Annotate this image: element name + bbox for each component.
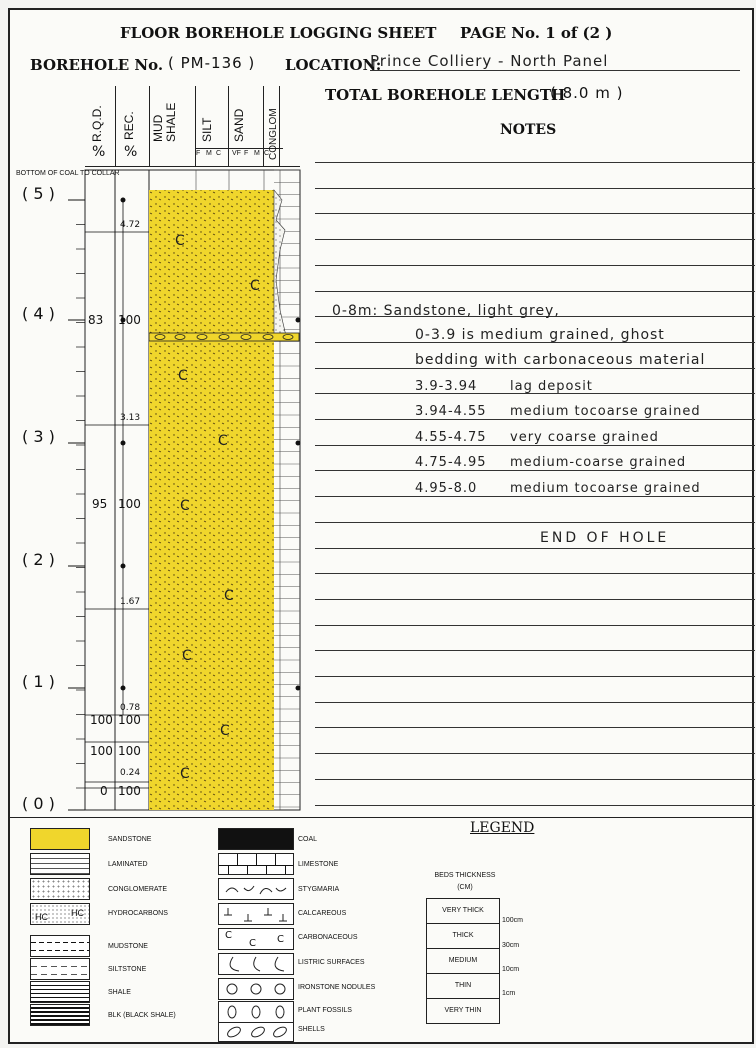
rec-value: 100	[118, 784, 141, 798]
beds-thickness-title: BEDS THICKNESS (CM)	[434, 872, 496, 891]
legend-label: CALCAREOUS	[298, 910, 347, 917]
legend-label: SILTSTONE	[108, 966, 147, 973]
beds-mark: 100cm	[502, 917, 524, 924]
log-column	[10, 160, 310, 820]
ironstone-nodules-swatch	[218, 978, 294, 1000]
mud-shale-header: MUD SHALE	[151, 102, 178, 142]
legend-label: SANDSTONE	[108, 836, 152, 843]
rqd-value: 95	[92, 497, 108, 511]
note-rule	[315, 470, 755, 471]
legend-label: LISTRIC SURFACES	[298, 959, 365, 966]
svg-text:C: C	[218, 433, 228, 449]
note-rule	[315, 727, 755, 728]
note-entry-range: 4.55-4.75	[415, 430, 487, 445]
rec-value: 100	[118, 744, 141, 758]
legend-label: LIMESTONE	[298, 861, 339, 868]
beds-row: THICK	[427, 924, 499, 949]
rqd-unit: %	[92, 144, 107, 160]
note-rule	[315, 702, 755, 703]
svg-text:C: C	[250, 278, 260, 294]
legend-label: STYGMARIA	[298, 886, 340, 893]
svg-text:C: C	[220, 723, 230, 739]
shells-swatch	[218, 1022, 294, 1042]
depth-label-5: ( 5 )	[22, 184, 55, 203]
depth-label-4: ( 4 )	[22, 304, 55, 323]
depth-marker: 4.72	[120, 220, 141, 230]
total-length-value: ( 8.0 m )	[550, 84, 624, 102]
svg-text:C: C	[175, 233, 185, 249]
legend-label: HYDROCARBONS	[108, 910, 168, 917]
note-entry-desc: medium-coarse grained	[510, 455, 687, 470]
note-entry-desc: lag deposit	[510, 379, 593, 394]
rqd-header: R.Q.D.	[90, 105, 104, 142]
note-entry-desc: medium tocoarse grained	[510, 481, 701, 496]
rec-unit: %	[124, 144, 139, 160]
calcareous-swatch	[218, 903, 294, 925]
conglomerate-swatch	[30, 878, 90, 900]
legend-label: LAMINATED	[108, 861, 148, 868]
note-line-3: bedding with carbonaceous material	[415, 352, 706, 368]
note-rule	[315, 625, 755, 626]
rqd-value: 100	[90, 713, 113, 727]
sandstone-swatch	[30, 828, 90, 850]
note-rule	[315, 779, 755, 780]
mudstone-swatch	[30, 935, 90, 957]
notes-heading: NOTES	[500, 122, 557, 138]
borehole-label: BOREHOLE No.	[30, 56, 164, 74]
beds-row: VERY THIN	[444, 1007, 482, 1014]
legend-label: IRONSTONE NODULES	[298, 984, 376, 991]
depth-marker: 3.13	[120, 413, 141, 423]
legend-divider	[10, 817, 752, 818]
note-rule	[315, 213, 755, 214]
logging-sheet: FLOOR BOREHOLE LOGGING SHEET PAGE No. 1 of (2 ) BOREHOLE No. ( PM-136 ) LOCATION: Prince Colliery - North Panel TOTAL BOREHOLE LENGTH ( 8.0 m ) NOTES R.Q.D. REC. % % MUD SHALE SILT SAND CONGLOM F M C VF F M C BOTTOM OF COAL TO COLLAR C C C C C C C C C ( 5 ) ( 4 ) ( 3 ) ( 2 ) ( 1 ) ( 0 ) 83 100 95 100 100 100 100 100 0 100 4.72 3.13 1.67 0.78 0.24 0-8m: Sandstone, light grey, 0-3.9 is medium grained, ghost bedding with carbonaceous material 3.9-3.94 lag deposit 3.94-4.55 medium tocoarse grained 4.55-4.75 very coarse grained 4.75-4.95 medium-coarse grained 4.95-8.0 medium tocoarse grained END OF HOLE LEGEND HC HC SANDSTONE LAMINATED CONGLOMERATE HYDROCARBONS MUDSTONE SILTSTONE SHALE BLK (BLACK SHALE) C C C COAL LIMESTONE STYGMARIA CALCAREOUS CARBONACEOUS LISTRIC SURFACES IRONSTONE NODULES PLANT FOSSILS SHELLS BEDS THICKNESS (CM) VERY THICK THICK MEDIUM THIN VERY THIN 100cm 30cm 10cm 1cm	[8, 8, 754, 1044]
rec-header: REC.	[122, 111, 136, 140]
depth-label-1: ( 1 )	[22, 672, 55, 691]
note-rule	[315, 753, 755, 754]
depth-label-0: ( 0 )	[22, 794, 55, 813]
hydrocarbons-swatch: HC HC	[30, 903, 90, 925]
silt-header: SILT	[200, 117, 214, 142]
svg-text:C: C	[182, 648, 192, 664]
note-line-1: 0-8m: Sandstone, light grey,	[332, 303, 560, 319]
note-rule	[315, 805, 755, 806]
coal-swatch	[218, 828, 294, 850]
page-number: PAGE No. 1 of (2 )	[460, 24, 613, 42]
depth-marker: 1.67	[120, 597, 141, 607]
legend-label: CONGLOMERATE	[108, 886, 167, 893]
legend-title: LEGEND	[470, 820, 535, 836]
svg-text:C: C	[178, 368, 188, 384]
shale-swatch	[30, 981, 90, 1003]
note-entry-range: 4.95-8.0	[415, 481, 478, 496]
stygmaria-swatch	[218, 878, 294, 900]
note-entry-range: 4.75-4.95	[415, 455, 487, 470]
note-rule	[315, 239, 755, 240]
note-rule	[315, 573, 755, 574]
total-length-label: TOTAL BOREHOLE LENGTH	[325, 86, 566, 104]
note-rule	[315, 496, 755, 497]
rqd-value: 83	[88, 313, 104, 327]
rqd-value: 0	[100, 784, 108, 798]
rec-value: 100	[118, 313, 141, 327]
svg-text:C: C	[224, 588, 234, 604]
note-entry-desc: medium tocoarse grained	[510, 404, 701, 419]
legend-label: COAL	[298, 836, 318, 843]
plant-fossils-swatch	[218, 1001, 294, 1023]
svg-text:C: C	[180, 766, 190, 782]
end-of-hole: END OF HOLE	[540, 530, 670, 546]
note-rule	[315, 676, 755, 677]
note-rule	[315, 650, 755, 651]
note-rule	[315, 548, 755, 549]
carbonaceous-swatch: C C C	[218, 928, 294, 950]
beds-table	[426, 898, 500, 1024]
sand-header: SAND	[232, 108, 246, 142]
beds-row: VERY THICK	[427, 899, 499, 924]
legend-label: MUDSTONE	[108, 943, 148, 950]
svg-text:C: C	[180, 498, 190, 514]
beds-row: THIN	[427, 974, 499, 999]
laminated-swatch	[30, 853, 90, 875]
beds-mark: 30cm	[502, 942, 520, 949]
sheet-title: FLOOR BOREHOLE LOGGING SHEET	[120, 24, 437, 42]
beds-mark: 1cm	[502, 990, 516, 997]
note-rule	[315, 188, 755, 189]
note-rule	[315, 599, 755, 600]
note-line-2: 0-3.9 is medium grained, ghost	[415, 327, 665, 343]
note-rule	[315, 265, 755, 266]
limestone-swatch	[218, 853, 294, 875]
siltstone-swatch	[30, 958, 90, 980]
conglom-header: CONGLOM	[268, 108, 279, 160]
rqd-value: 100	[90, 744, 113, 758]
black-shale-swatch	[30, 1004, 90, 1026]
legend-label: SHELLS	[298, 1026, 325, 1033]
legend-label: CARBONACEOUS	[298, 934, 358, 941]
borehole-number: ( PM-136 )	[168, 54, 256, 72]
legend-label: SHALE	[108, 989, 131, 996]
beds-row: MEDIUM	[427, 949, 499, 974]
note-entry-range: 3.9-3.94	[415, 379, 478, 394]
legend-label: PLANT FOSSILS	[298, 1007, 352, 1014]
note-rule	[315, 419, 755, 420]
rec-value: 100	[118, 497, 141, 511]
legend-label: BLK (BLACK SHALE)	[108, 1012, 176, 1019]
note-rule	[315, 522, 755, 523]
depth-marker: 0.78	[120, 703, 141, 713]
depth-label-2: ( 2 )	[22, 550, 55, 569]
depth-label-3: ( 3 )	[22, 427, 55, 446]
location-value: Prince Colliery - North Panel	[370, 52, 740, 71]
note-entry-range: 3.94-4.55	[415, 404, 487, 419]
bottom-of-coal-label: BOTTOM OF COAL TO COLLAR	[16, 170, 120, 177]
note-rule	[315, 162, 755, 163]
note-rule	[315, 291, 755, 292]
rec-value: 100	[118, 713, 141, 727]
depth-marker: 0.24	[120, 768, 141, 778]
location-label: LOCATION:	[285, 56, 382, 74]
note-entry-desc: very coarse grained	[510, 430, 659, 445]
listric-surfaces-swatch	[218, 953, 294, 975]
beds-mark: 10cm	[502, 966, 520, 973]
